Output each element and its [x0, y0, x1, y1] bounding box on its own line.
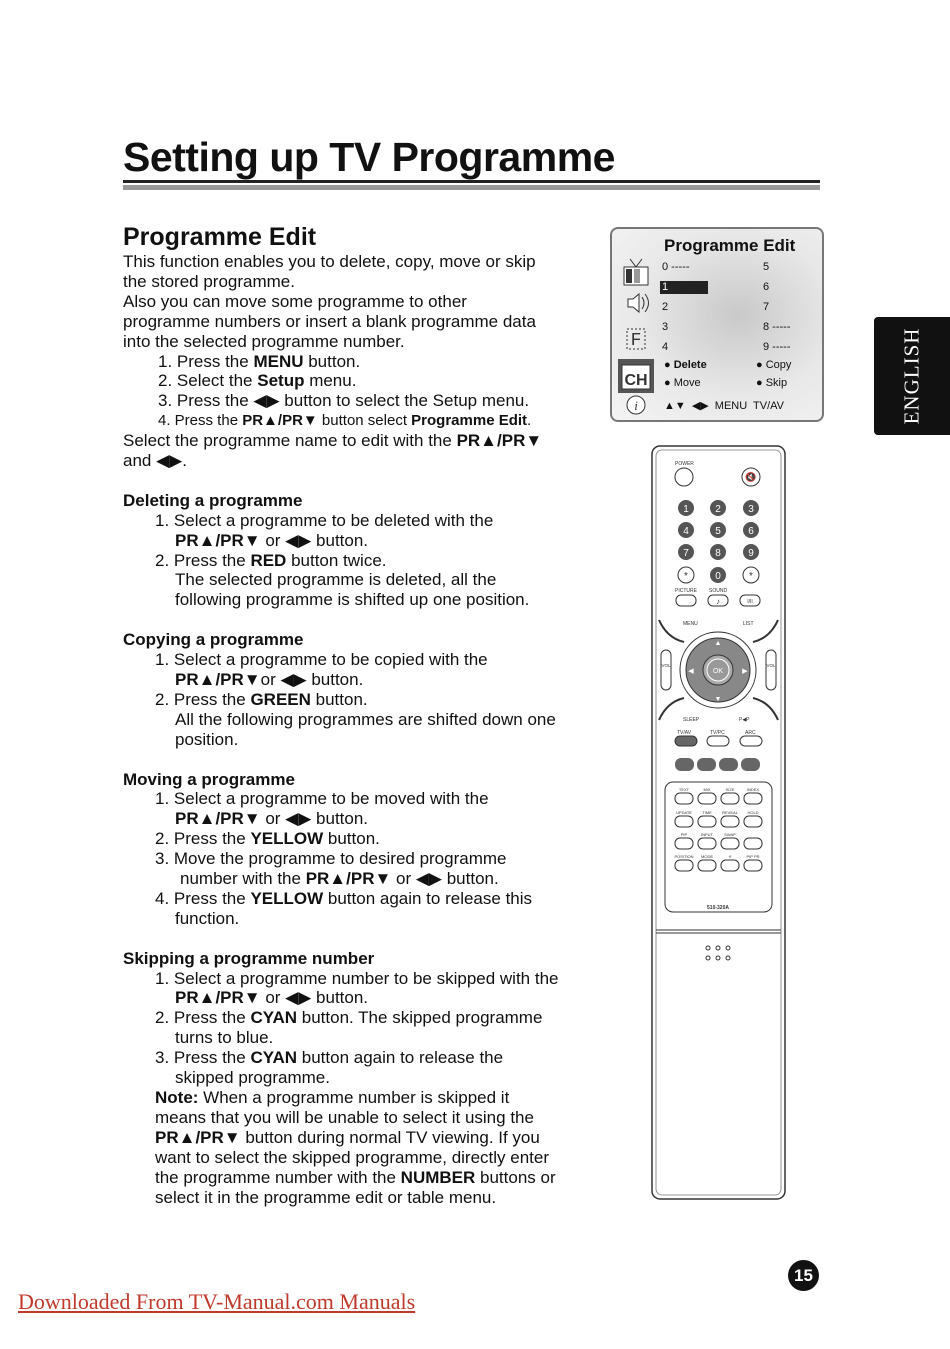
svg-text:MODE: MODE [701, 854, 713, 859]
note-line: the programme number with the NUMBER buttons or [155, 1167, 556, 1187]
menu-sidebar-icons [618, 255, 654, 417]
menu-option-copy: ● Copy [756, 359, 792, 371]
download-source-link[interactable]: Downloaded From TV-Manual.com Manuals [18, 1289, 416, 1314]
intro-line: This function enables you to delete, copy, move or skip [123, 252, 536, 271]
programme-edit-menu-illustration [610, 227, 824, 422]
right-arrow-icon: ▶ [742, 668, 748, 675]
deleting-heading: Deleting a programme [123, 490, 303, 510]
cyan-button [741, 758, 760, 771]
main-text [123, 222, 603, 1207]
note-line: Note: When a programme number is skipped it [155, 1088, 510, 1107]
moving-line: 2. Press the YELLOW button. [155, 829, 380, 849]
svg-text:UPDATE: UPDATE [676, 810, 692, 815]
svg-text:8: 8 [715, 548, 721, 559]
note-line: PR▲/PR▼ button during normal TV viewing. If you [155, 1127, 540, 1147]
menu-nav-hint: ▲▼ ◀▶ MENU TV/AV [664, 400, 785, 412]
svg-text:i: i [634, 398, 638, 413]
sound-icon [628, 294, 649, 312]
vol-label: VOL [766, 663, 776, 668]
skipping-line: 1. Select a programme number to be skipped with the [155, 968, 559, 988]
note-line: select it in the programme edit or table menu. [155, 1187, 497, 1207]
svg-text:INDEX: INDEX [746, 787, 760, 792]
menu-programme-1: 1 [662, 281, 669, 293]
intro-line: the stored programme. [123, 271, 295, 291]
svg-text:0: 0 [715, 571, 721, 582]
remote-control-illustration [651, 445, 786, 1200]
vol-plus-button [766, 650, 776, 690]
menu-programme-0: 0 ----- [662, 261, 690, 273]
svg-text:9: 9 [748, 548, 754, 559]
vol-label: VOL [661, 663, 671, 668]
channel-icon [618, 359, 654, 393]
down-arrow-icon: ▼ [714, 696, 722, 703]
svg-text:PIP PR: PIP PR [746, 854, 760, 859]
power-label: POWER [675, 461, 694, 467]
svg-text:TIME: TIME [702, 810, 712, 815]
svg-text:✳: ✳ [728, 854, 732, 859]
menu-programme-5: 5 [763, 261, 770, 273]
intro-line: programme numbers or insert a blank programme data [123, 311, 536, 331]
page-title: Setting up TV Programme [123, 134, 615, 180]
menu-programme-3: 3 [662, 321, 669, 333]
moving-line: 4. Press the YELLOW button again to release this [155, 888, 533, 908]
moving-heading: Moving a programme [123, 769, 295, 789]
svg-text:F: F [630, 331, 642, 351]
tvav-label: TV/AV [677, 730, 692, 736]
copying-line: 1. Select a programme to be copied with the [155, 650, 488, 670]
sleep-label: SLEEP [683, 717, 700, 723]
vol-minus-button [661, 650, 671, 690]
step-3: 3. Press the ◀▶ button to select the Setup menu. [158, 391, 530, 411]
skipping-line: turns to blue. [175, 1028, 274, 1048]
svg-text:MIX: MIX [703, 787, 711, 792]
sound-label: SOUND [709, 588, 728, 594]
skipping-heading: Skipping a programme number [123, 948, 375, 968]
svg-text:6: 6 [748, 526, 754, 537]
step-2: 2. Select the Setup menu. [158, 371, 357, 391]
copying-line: All the following programmes are shifted down one [175, 709, 556, 729]
red-button [675, 758, 694, 771]
menu-title: Programme Edit [664, 236, 796, 255]
copying-heading: Copying a programme [123, 630, 304, 650]
title-rule-dark [123, 180, 820, 183]
svg-text:4: 4 [683, 526, 689, 537]
tvpc-button [707, 736, 729, 746]
deleting-line: 2. Press the RED button twice. [155, 550, 387, 570]
menu-programme-8: 8 ----- [763, 321, 791, 333]
menu-programme-9: 9 ----- [763, 341, 791, 353]
svg-text:TEXT: TEXT [678, 787, 690, 792]
picture-label: PICTURE [675, 588, 697, 594]
moving-line: number with the PR▲/PR▼ or ◀▶ button. [180, 869, 499, 889]
info-icon [627, 396, 645, 414]
svg-text:5: 5 [715, 526, 721, 537]
copying-line: 2. Press the GREEN button. [155, 689, 368, 709]
moving-line: function. [175, 908, 240, 928]
menu-option-move: ● Move [664, 377, 701, 389]
step-4: 4. Press the PR▲/PR▼ button select Programme Edit. [158, 412, 532, 430]
menu-programme-7: 7 [763, 301, 770, 313]
menu-option-skip: ● Skip [756, 377, 788, 389]
green-button [697, 758, 716, 771]
left-arrow-icon: ◀ [688, 668, 694, 675]
language-tab-label: ENGLISH [899, 327, 924, 425]
picture-button [676, 595, 696, 606]
pp-label: P◀P [739, 717, 750, 723]
deleting-line: following programme is shifted up one position. [175, 590, 530, 610]
mute-icon: 🔇 [745, 472, 757, 482]
skipping-line: PR▲/PR▼ or ◀▶ button. [175, 988, 369, 1008]
tvpc-label: TV/PC [710, 730, 725, 736]
svg-text:SIZE: SIZE [725, 787, 735, 792]
yellow-button [719, 758, 738, 771]
tvav-button [675, 736, 697, 746]
note-line: want to select the skipped programme, directly enter [155, 1147, 550, 1167]
section-title: Programme Edit [123, 223, 317, 251]
menu-programme-6: 6 [763, 281, 770, 293]
page-number: 15 [788, 1260, 819, 1291]
up-arrow-icon: ▲ [714, 640, 722, 647]
svg-text:PIP: PIP [680, 832, 688, 837]
picture-icon [624, 259, 648, 285]
copying-line: PR▲/PR▼or ◀▶ button. [175, 670, 364, 689]
menu-programme-4: 4 [662, 341, 669, 353]
deleting-line: 1. Select a programme to be deleted with the [155, 510, 494, 530]
moving-line: 1. Select a programme to be moved with the [155, 789, 489, 809]
svg-text:INPUT: INPUT [701, 832, 713, 837]
arc-label: ARC [745, 730, 756, 736]
menu-label: MENU [683, 621, 698, 627]
note-icon: ♪ [716, 597, 720, 606]
svg-text:7: 7 [683, 548, 689, 559]
menu-option-delete: ● Delete [664, 359, 707, 371]
language-tab [874, 317, 950, 435]
svg-text:*: * [684, 571, 688, 582]
menu-programme-2: 2 [662, 301, 669, 313]
svg-text:1: 1 [683, 504, 689, 515]
step-1: 1. Press the MENU button. [158, 351, 361, 371]
moving-line: PR▲/PR▼ or ◀▶ button. [175, 809, 369, 829]
svg-text:CH: CH [624, 372, 648, 389]
svg-text:POSITION: POSITION [674, 854, 694, 859]
arc-button [740, 736, 762, 746]
skipping-line: skipped programme. [175, 1068, 330, 1088]
moving-line: 3. Move the programme to desired programme [155, 849, 507, 869]
power-button [675, 468, 693, 486]
svg-text:*: * [749, 571, 753, 582]
intro-line: into the selected programme number. [123, 331, 405, 351]
i-ii-label: I/II [747, 599, 753, 605]
svg-text:SWAP: SWAP [724, 832, 736, 837]
svg-text:REVEAL: REVEAL [722, 810, 738, 815]
skipping-line: 2. Press the CYAN button. The skipped programme [155, 1008, 543, 1028]
select-line: Select the programme name to edit with the PR▲/PR▼ [123, 431, 543, 451]
select-line-2: and ◀▶. [123, 451, 187, 471]
note-line: means that you will be unable to select it using the [155, 1107, 534, 1127]
copying-line: position. [175, 729, 239, 749]
list-label: LIST [743, 621, 754, 627]
timer-icon [627, 329, 645, 351]
deleting-line: The selected programme is deleted, all the [175, 570, 497, 590]
ok-label: OK [712, 668, 724, 675]
deleting-line: PR▲/PR▼ or ◀▶ button. [175, 530, 369, 550]
svg-text:2: 2 [715, 504, 721, 515]
svg-text:HOLD: HOLD [747, 810, 759, 815]
model-label: 510-320A [707, 905, 729, 911]
svg-text:3: 3 [748, 504, 754, 515]
skipping-line: 3. Press the CYAN button again to release the [155, 1048, 504, 1068]
intro-line: Also you can move some programme to other [123, 291, 467, 311]
title-rule-grey [123, 185, 820, 190]
